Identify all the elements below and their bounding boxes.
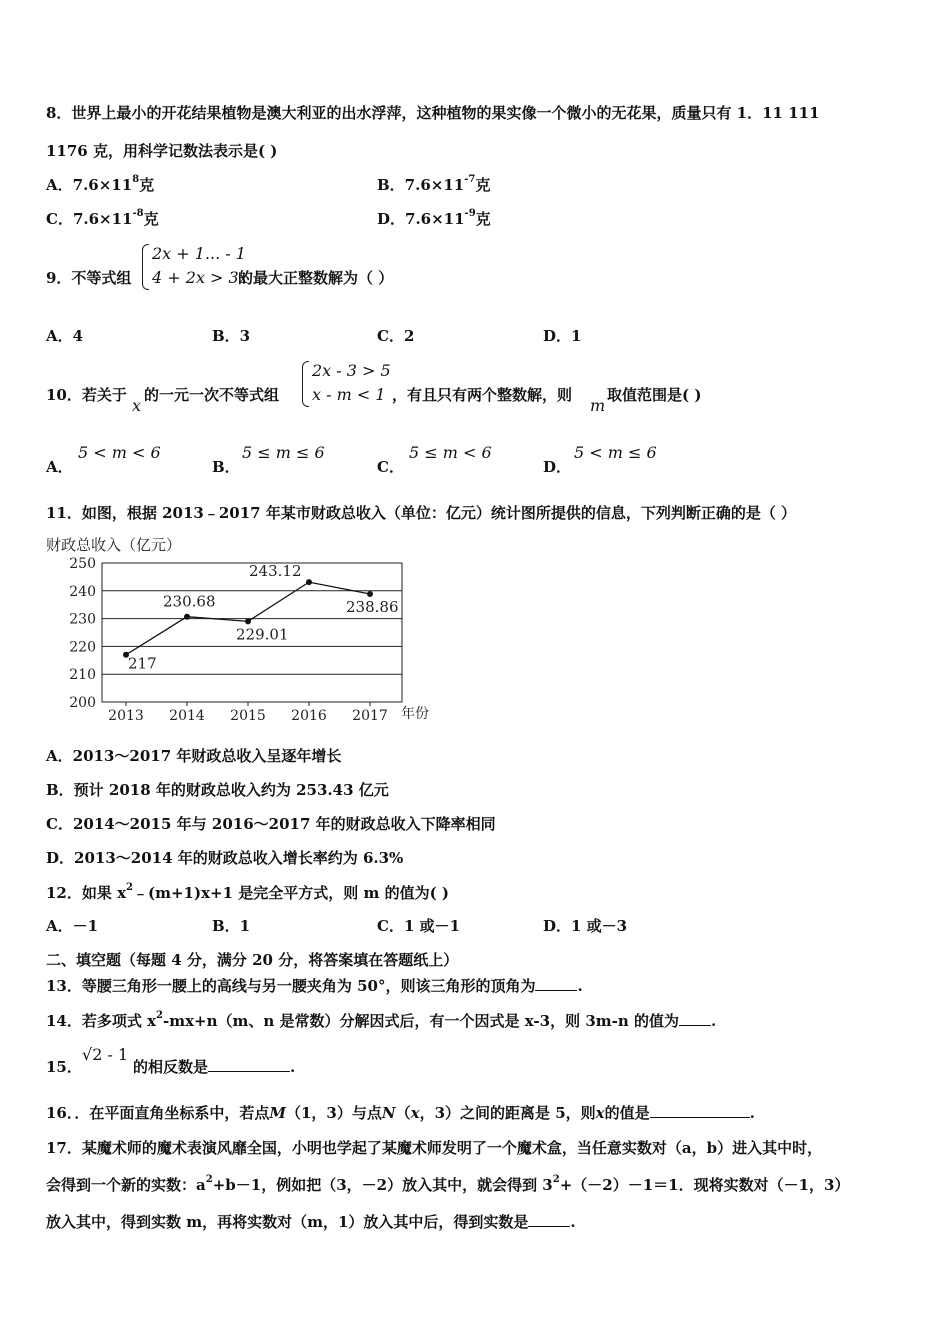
q11-option-b: B．预计 2018 年的财政总收入约为 253.43 亿元 [46,781,389,799]
chart-y-tick-label: 240 [69,583,96,600]
q8-line1: 8．世界上最小的开花结果植物是澳大利亚的出水浮萍，这种植物的果实像一个微小的无花果，质量只有 1．11 111 [46,104,820,122]
q17-line1: 17．某魔术师的魔术表演风靡全国，小明也学起了某魔术师发明了一个魔术盒，当任意实数对（a，b）进入其中时， [46,1139,823,1157]
q9-row2: 4 + 2x > 3x [152,268,248,287]
q11-option-c: C．2014～2015 年与 2016～2017 年的财政总收入下降率相同 [46,815,496,833]
chart-xlabel: 年份 [401,706,429,722]
q9-row1: 2x + 1... - 1 [152,244,246,263]
chart-data-label: 238.86 [346,597,399,616]
chart-data-label: 229.01 [236,625,289,644]
q10-mid: 的一元一次不等式组 [144,386,280,404]
q10-row1: 2x - 3 > 5 [312,361,391,380]
chart-data-label: 230.68 [163,592,216,611]
q8-option-a: A．$7.6\times 11^8$克 [46,174,155,194]
q17-line2: 会得到一个新的实数：$a^2+b-1$，例如把（3，－2）放入其中，就会得到 $3^2+(-2)-1=1$．现将实数对（－1，3） [46,1174,850,1194]
q17-blank [528,1212,570,1227]
chart-data-labels [128,562,399,673]
chart-x-tick-label: 2013 [108,708,144,724]
q10-suffix2: 取值范围是( ) [607,386,702,404]
q8-option-c: C．$7.6\times 11^{-8}$克 [46,208,159,228]
q17-line3: 放入其中，得到实数 m，再将实数对（m，1）放入其中后，得到实数是 . [46,1213,576,1231]
chart-x-tick-label: 2015 [230,708,266,724]
q9-suffix: 的最大正整数解为（ ） [238,269,394,287]
chart-ylabel: 财政总收入（亿元） [46,536,182,554]
chart-data-label: 243.12 [249,562,302,581]
q9-option-b: B．3 [212,327,251,345]
q10-inequality-system [302,361,392,407]
q10-option-b: B． [212,458,240,476]
chart-y-tick-label: 250 [69,556,96,572]
q8-option-b: B．$7.6\times 11^{-7}$克 [377,174,491,194]
q13: 13．等腰三角形一腰上的高线与另一腰夹角为 50°，则该三角形的顶角为 . [46,977,583,995]
q9-option-c: C．2 [377,327,415,345]
q16-blank [650,1103,750,1118]
q12-option-d: D．1 或－3 [543,917,628,935]
q10-var-m: m [590,396,606,415]
q11-option-a: A．2013～2017 年财政总收入呈逐年增长 [46,747,342,765]
q9-option-a: A．4 [46,327,84,345]
q15-rest: 的相反数是 . [133,1058,296,1076]
chart-y-tick-label: 230 [69,611,96,628]
chart-x-ticks [108,702,388,724]
chart-y-ticks [69,556,96,711]
q10-prefix: 10．若关于 [46,386,127,404]
q10-var-x: x [132,396,142,415]
q12-option-a: A．－1 [46,917,99,935]
chart-data-point [367,591,373,597]
q8-option-d: D．$7.6\times 11^{-9}$克 [377,208,491,228]
q10-option-c-math: 5 ≤ m < 6 [409,443,492,462]
q15-blank [208,1057,290,1072]
q15-math: √2 - 1 [82,1045,129,1064]
q10-option-c: C． [377,458,404,476]
q12-option-c: C．1 或－1 [377,917,461,935]
q9-option-d: D．1 [543,327,582,345]
q10-row2: x - m < 1 [312,385,386,404]
section-2-heading: 二、填空题（每题 4 分，满分 20 分，将答案填在答题纸上） [46,951,459,969]
q12-option-b: B．1 [212,917,251,935]
q8-line2: 1176 克，用科学记数法表示是( ) [46,142,278,160]
q10-option-b-math: 5 ≤ m ≤ 6 [242,443,325,462]
chart-data-point [245,618,251,624]
chart-x-tick-label: 2016 [291,708,327,724]
chart-data-point [306,579,312,585]
q14-blank [679,1011,711,1026]
q10-suffix1: ，有且只有两个整数解，则 [392,386,573,404]
q10-option-a-math: 5 < m < 6 [78,443,161,462]
q16: 16．．在平面直角坐标系中，若点M（1，3）与点N（x，3）之间的距离是 5，则x的值是 . [46,1104,755,1122]
chart-y-tick-label: 210 [69,667,96,684]
q9-inequality-system [142,244,248,290]
q12-stem: 12．如果 $x^2﹣(m+1)x+1$ 是完全平方式，则 m 的值为( ) [46,882,449,902]
chart-y-tick-label: 200 [69,695,96,711]
chart-data-point [184,614,190,620]
chart-x-tick-label: 2017 [352,708,388,724]
q9-prefix: 9．不等式组 [46,269,132,287]
q10-option-a: A． [46,458,73,476]
q13-blank [535,976,577,991]
chart-x-tick-label: 2014 [169,708,205,724]
q14: 14．若多项式 $x^2-mx+n(m$、n 是常数）分解因式后，有一个因式是 x-3，则 3m-n 的值为 . [46,1010,717,1030]
chart-data-label: 217 [128,654,157,673]
q11-stem: 11．如图，根据 2013﹣2017 年某市财政总收入（单位：亿元）统计图所提供的信息，下列判断正确的是（ ） [46,504,797,522]
chart-y-tick-label: 220 [69,639,96,656]
q15-prefix: 15． [46,1058,82,1076]
q10-option-d: D． [543,458,572,476]
q11-option-d: D．2013～2014 年的财政总收入增长率约为 6.3% [46,849,404,867]
q10-option-d-math: 5 < m ≤ 6 [574,443,657,462]
revenue-line-chart [40,530,460,730]
